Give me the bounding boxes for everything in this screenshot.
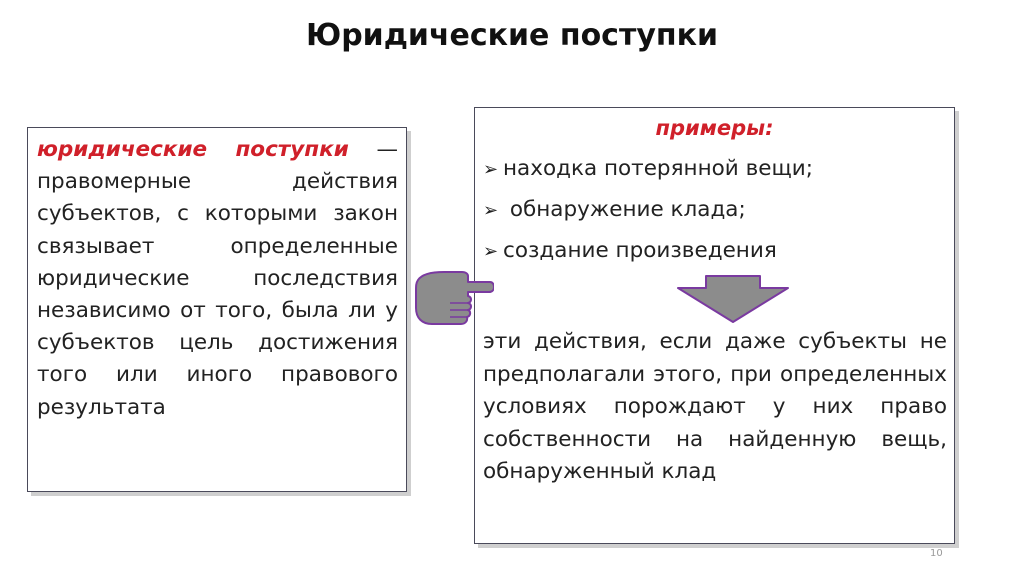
- pointing-hand-icon: [410, 262, 494, 332]
- examples-title: примеры:: [655, 116, 774, 140]
- page-number: 10: [930, 548, 943, 559]
- arrowhead-bullet-icon: ➢: [483, 241, 499, 262]
- definition-text-block: [37, 134, 398, 424]
- example-item-text: создание произведения: [503, 238, 777, 263]
- arrowhead-bullet-icon: ➢: [483, 159, 499, 180]
- definition-body: правомерные действия субъектов, с которыми закон связывает определенные юридические последствия независимо от того, была ли у субъектов цель достижения того или иного правового результата: [37, 169, 398, 420]
- example-item-text: обнаружение клада;: [503, 197, 746, 222]
- examples-box: [474, 107, 955, 544]
- down-arrow-icon: [673, 274, 793, 324]
- example-item: [483, 156, 946, 183]
- definition-dash: —: [348, 137, 398, 162]
- definition-term: юридические поступки: [37, 137, 349, 162]
- arrowhead-bullet-icon: ➢: [483, 200, 499, 221]
- example-item: [483, 197, 946, 224]
- slide-title: Юридические поступки: [305, 18, 719, 53]
- examples-result-text: эти действия, если даже субъекты не предполагали этого, при определенных условиях порождают у них право собственности на найденную вещь, обнаруженный клад: [483, 329, 947, 484]
- example-item: [483, 238, 946, 265]
- example-item-text: находка потерянной вещи;: [503, 156, 813, 181]
- definition-box: [27, 127, 407, 492]
